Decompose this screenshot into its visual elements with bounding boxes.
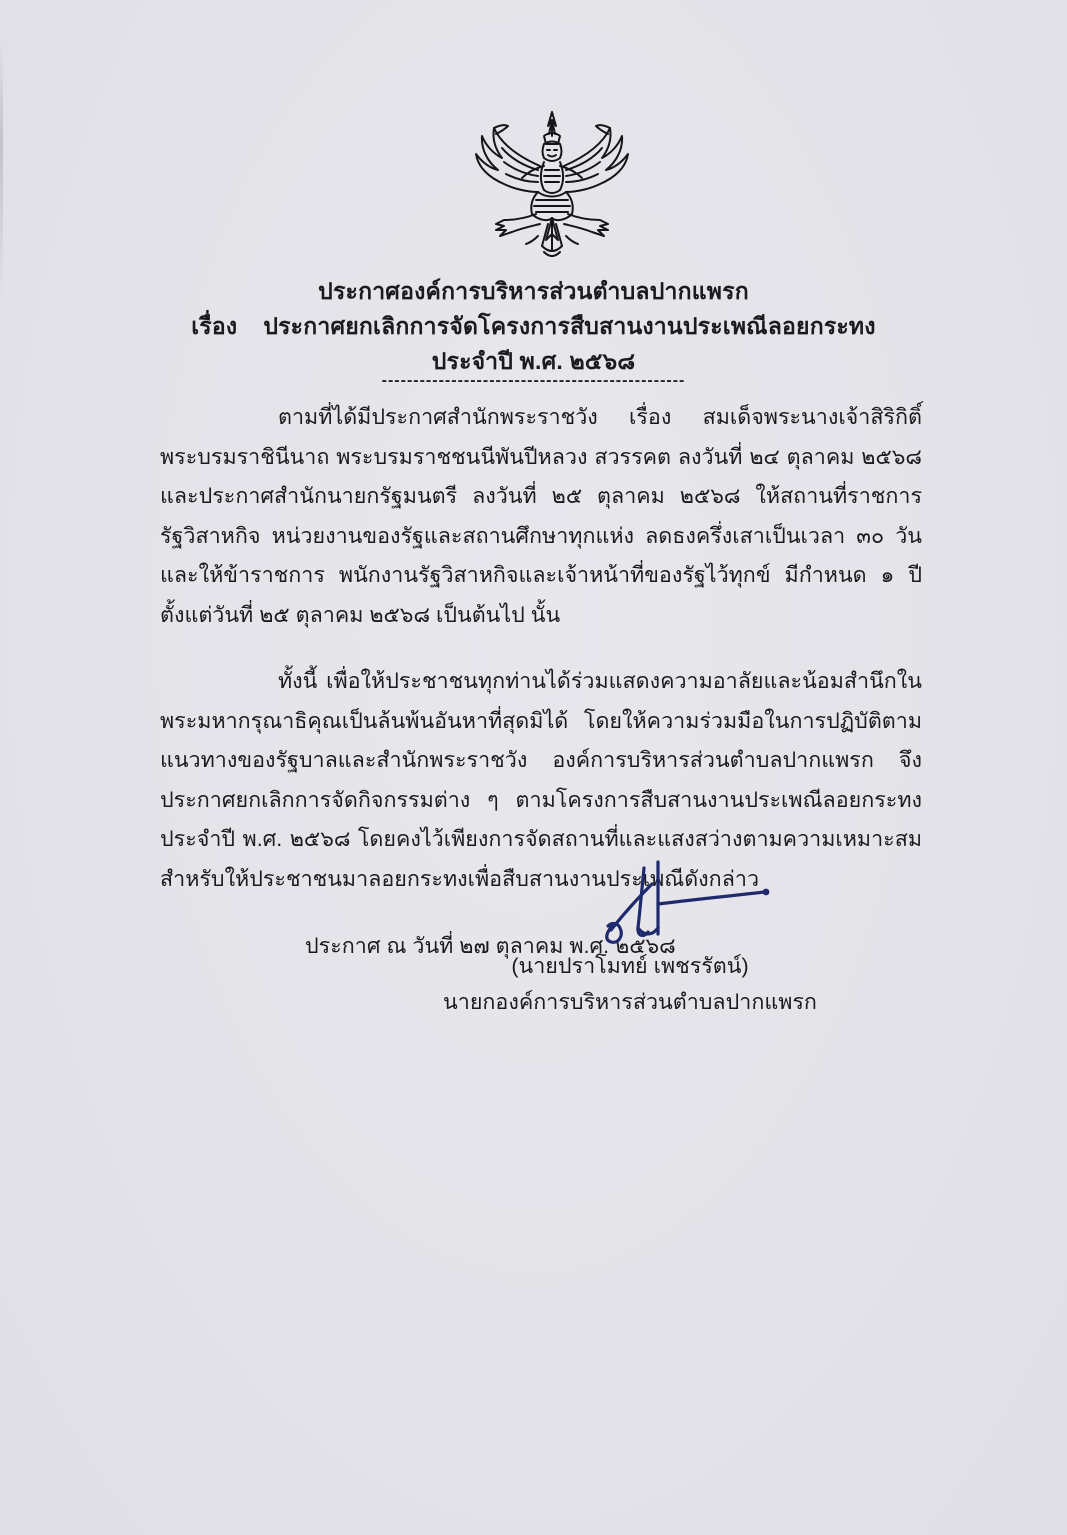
org-title: ประกาศองค์การบริหารส่วนตำบลปากแพรก [318, 278, 749, 304]
subject-line [0, 309, 1067, 344]
garuda-emblem-icon [452, 106, 652, 268]
year-line: ประจำปี พ.ศ. ๒๕๖๘ [431, 348, 636, 374]
signer-name: (นายปราโมทย์ เพชรรัตน์) [511, 954, 749, 978]
paragraph-2: ทั้งนี้ เพื่อให้ประชาชนทุกท่านได้ร่วมแสดงความอาลัยและน้อมสำนึกในพระมหากรุณาธิคุณเป็นล้นพ้นอันหาที่สุดมิได้ โดยให้ความร่วมมือในการปฏิบัติตามแนวทางของรัฐบาลและสำนักพระราชวัง องค์การบริหารส่วนตำบลปากแพรก จึงประกาศยกเลิกการจัดกิจกรรมต่าง ๆ ตามโครงการสืบสานงานประเพณีลอยกระทง ประจำปี พ.ศ. ๒๕๖๘ โดยคงไว้เพียงการจัดสถานที่และแสงสว่างตามความเหมาะสมสำหรับให้ประชาชนมาลอยกระทงเพื่อสืบสานงานประเพณีดังกล่าว [160, 669, 922, 891]
document-header [0, 274, 1067, 379]
garuda-emblem [452, 106, 652, 268]
announcement-date-line: ประกาศ ณ วันที่ ๒๗ ตุลาคม พ.ศ. ๒๕๖๘ [305, 934, 676, 958]
signer-title: นายกองค์การบริหารส่วนตำบลปากแพรก [443, 990, 817, 1014]
signature-end-dot [763, 889, 770, 896]
signer-block [430, 948, 830, 1020]
subject-label: เรื่อง [191, 313, 238, 339]
handwritten-signature [578, 858, 793, 958]
scan-edge-artifact [0, 40, 3, 300]
document-body [160, 398, 922, 967]
dashed-divider: ------------------------------------------------ [381, 372, 686, 389]
subject-text: ประกาศยกเลิกการจัดโครงการสืบสานงานประเพณีลอยกระทง [263, 313, 876, 339]
paragraph-1: ตามที่ได้มีประกาศสำนักพระราชวัง เรื่อง สมเด็จพระนางเจ้าสิริกิติ์ พระบรมราชินีนาถ พระบรมราชชนนีพันปีหลวง สวรรคต ลงวันที่ ๒๔ ตุลาคม ๒๕๖๘ และประกาศสำนักนายกรัฐมนตรี ลงวันที่ ๒๕ ตุลาคม ๒๕๖๘ ให้สถานที่ราชการ รัฐวิสาหกิจ หน่วยงานของรัฐและสถานศึกษาทุกแห่ง ลดธงครึ่งเสาเป็นเวลา ๓๐ วันและให้ข้าราชการ พนักงานรัฐวิสาหกิจและเจ้าหน้าที่ของรัฐไว้ทุกข์ มีกำหนด ๑ ปี ตั้งแต่วันที่ ๒๕ ตุลาคม ๒๕๖๘ เป็นต้นไป นั้น [160, 405, 922, 627]
signature-icon [578, 858, 793, 958]
